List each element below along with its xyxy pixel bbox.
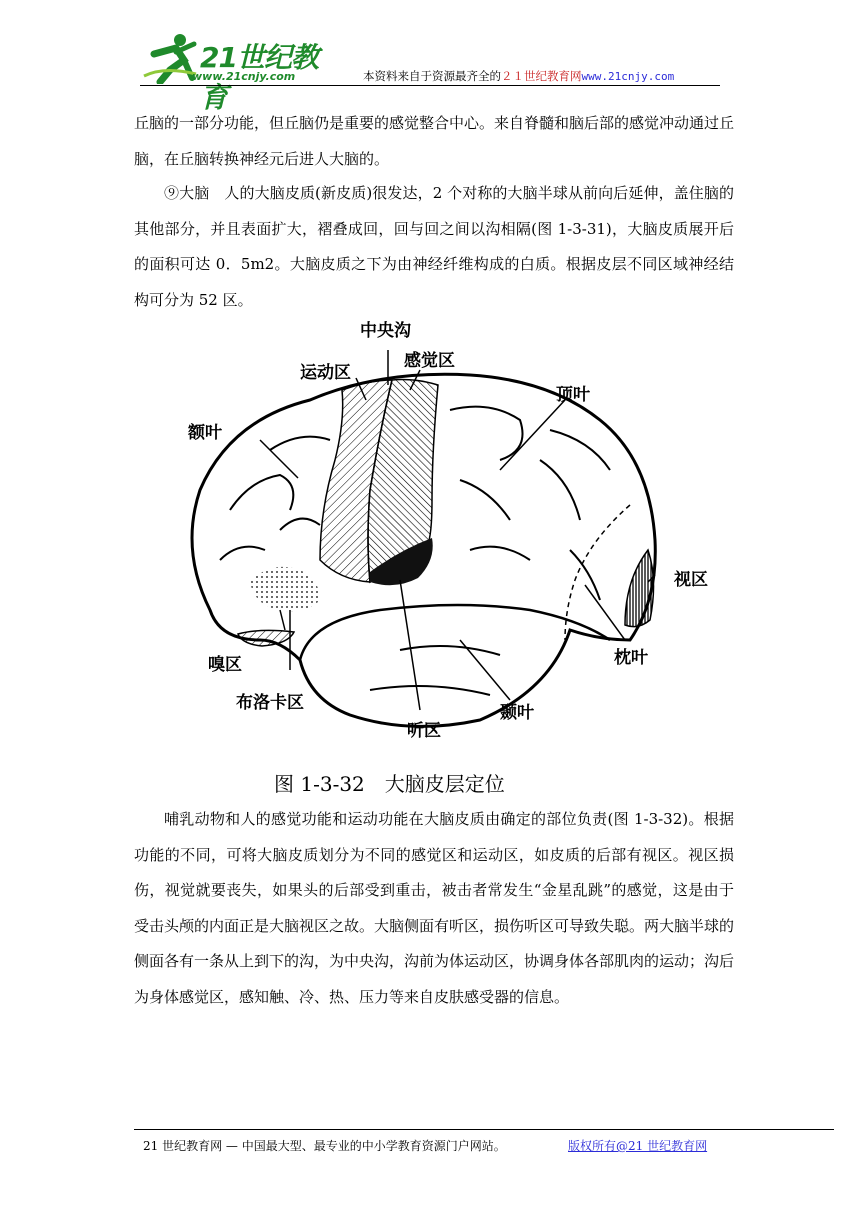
footer xyxy=(143,1137,708,1154)
label-occipital-lobe: 枕叶 xyxy=(614,648,648,668)
logo-text: 21世纪教育 xyxy=(200,41,318,114)
label-broca-area: 布洛卡区 xyxy=(236,693,304,713)
header-site-link[interactable]: ２１世纪教育网 xyxy=(501,69,582,83)
header-note-prefix: 本资料来自于资源最齐全的 xyxy=(363,69,501,83)
site-logo xyxy=(140,30,340,114)
label-motor-area: 运动区 xyxy=(300,363,351,383)
paragraph-thalamus: 丘脑的一部分功能，但丘脑仍是重要的感觉整合中心。来自脊髓和脑后部的感觉冲动通过丘脑，在丘脑转换神经元后进人大脑的。 xyxy=(134,114,735,168)
brain-cortex-figure xyxy=(170,310,710,750)
footer-copyright-link[interactable]: 版权所有@21 世纪教育网 xyxy=(568,1139,708,1153)
label-visual-area: 视区 xyxy=(674,570,708,590)
header-url-link[interactable]: www.21cnjy.com xyxy=(581,70,675,83)
paragraph-cerebrum: ⑨大脑 人的大脑皮质(新皮质)很发达，2 个对称的大脑半球从前向后延伸，盖住脑的其他部分，并且表面扩大，褶叠成回，回与回之间以沟相隔(图 1-3-31)，大脑皮质展开后的面积可达 0．5m2。大脑皮质之下为由神经纤维构成的白质。根据皮层不同区域神经结构可分为 52 区。 xyxy=(134,184,734,309)
label-parietal-lobe: 顶叶 xyxy=(556,385,590,405)
paragraph-cortex-function: 哺乳动物和人的感觉功能和运动功能在大脑皮质由确定的部位负责(图 1-3-32)。根据功能的不同，可将大脑皮质划分为不同的感觉区和运动区，如皮质的后部有视区。视区损伤，视觉就要丧失，如果头的后部受到重击，被击者常发生“金星乱跳”的感觉，这是由于受击头颅的内面正是大脑视区之故。大脑侧面有听区，损伤听区可导致失聪。两大脑半球的侧面各有一条从上到下的沟，为中央沟，沟前为体运动区，协调身体各部肌肉的运动；沟后为身体感觉区，感知触、冷、热、压力等来自皮肤感受器的信息。 xyxy=(134,810,735,1006)
running-figure-icon xyxy=(140,30,200,84)
label-auditory-area: 听区 xyxy=(407,721,441,741)
footer-divider xyxy=(134,1129,834,1130)
label-olfactory-area: 嗅区 xyxy=(208,655,242,675)
label-sensory-area: 感觉区 xyxy=(404,351,455,371)
header-divider xyxy=(140,85,720,86)
label-central-sulcus: 中央沟 xyxy=(360,321,411,341)
figure-caption: 图 1-3-32 大脑皮层定位 xyxy=(274,772,505,796)
logo-url: www.21cnjy.com xyxy=(192,70,296,83)
label-temporal-lobe: 颞叶 xyxy=(500,703,534,723)
footer-text: 21 世纪教育网 — 中国最大型、最专业的中小学教育资源门户网站。 xyxy=(143,1139,506,1153)
label-frontal-lobe: 额叶 xyxy=(188,423,222,443)
brain-illustration xyxy=(170,310,710,750)
header-note xyxy=(363,68,674,84)
